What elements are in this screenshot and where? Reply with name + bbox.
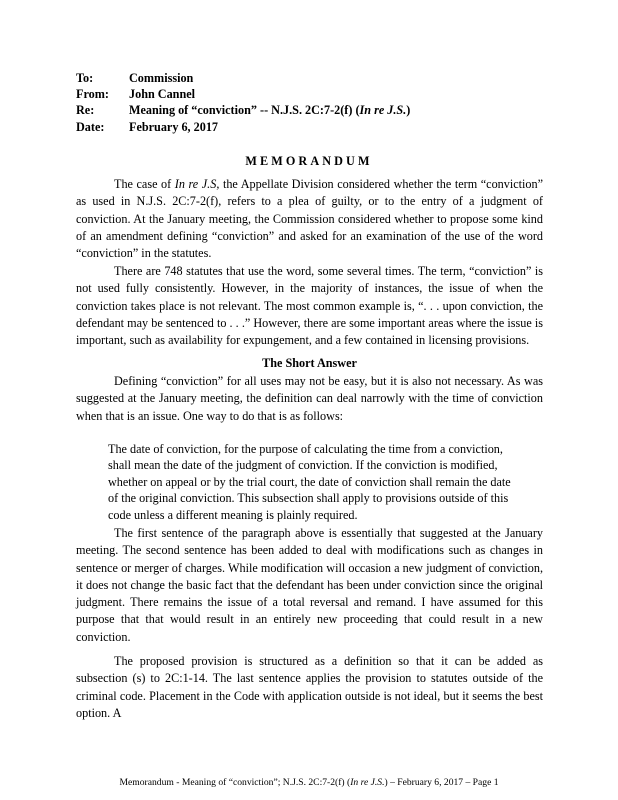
page-footer <box>0 777 618 788</box>
from-row <box>76 86 410 102</box>
from-value: John Cannel <box>129 87 196 102</box>
memo-header <box>76 70 410 135</box>
memo-title: MEMORANDUM <box>245 154 373 168</box>
section-heading: The Short Answer <box>262 356 357 370</box>
re-value-suffix: ) <box>406 103 411 118</box>
to-row <box>76 70 410 86</box>
paragraph-4: The first sentence of the paragraph above is essentially that suggested at the January meeting. The second sentence has been added to deal with modifications such as changes in sentence or merger of charges. While modification will occasion a new judgment of conviction, it does not change the basic fact that the defendant has been under conviction since the original judgment. There remains the issue of a total reversal and remand. I have assumed for this purpose that that would result in an entirely new proceeding that could result in a new conviction. <box>76 526 543 644</box>
footer-suffix: ) – February 6, 2017 – Page 1 <box>384 777 499 788</box>
re-value-prefix: Meaning of “conviction” -- N.J.S. 2C:7-2(f) ( <box>129 103 360 118</box>
footer-italic: In re J.S. <box>350 777 385 788</box>
paragraph-2: There are 748 statutes that use the word, some several times. The term, “conviction” is not used fully consistently. However, in the majority of instances, the issue of when the conviction takes place is not relevant. The most common example is, “. . . upon conviction, the defendant may be sentenced to . . .” However, there are some important areas where the issue is important, such as availability for expungement, and a few contained in licensing provisions. <box>76 264 543 348</box>
date-value: February 6, 2017 <box>129 119 219 134</box>
to-label: To: <box>76 71 94 85</box>
footer-prefix: Memorandum - Meaning of “conviction”; N.J.S. 2C:7-2(f) ( <box>119 777 351 788</box>
re-value-italic: In re J.S. <box>359 103 407 118</box>
date-label: Date: <box>76 119 105 134</box>
p1-case-name: In re J.S, <box>174 177 220 191</box>
date-row <box>76 119 410 135</box>
from-label: From: <box>76 87 109 102</box>
re-label: Re: <box>76 103 95 118</box>
re-row <box>76 102 410 118</box>
to-value: Commission <box>129 71 194 85</box>
block-quote: The date of conviction, for the purpose of calculating the time from a conviction, shall mean the date of the judgment of conviction. If the conviction is modified, whether on appeal or by the trial court, the date of conviction shall remain the date of the original conviction. This subsection shall apply to provisions outside of this code unless a different meaning is plainly required. <box>108 442 511 522</box>
p1-text-a: The case of <box>114 177 175 191</box>
p1-text-b: the Appellate Division considered whether the term “conviction” as used in N.J.S. 2C:7-2(f), refers to a plea of guilty, or to the entry of a judgment of conviction. At the January meeting, the Commission considered whether to propose some kind of an amendment defining “conviction” and asked for an examination of the use of the word “conviction” in the statutes. <box>76 177 544 261</box>
paragraph-3: Defining “conviction” for all uses may not be easy, but it is also not necessary. As was suggested at the January meeting, the definition can deal narrowly with the time of conviction when that is an issue. One way to do that is as follows: <box>76 374 543 423</box>
paragraph-1 <box>76 176 543 262</box>
re-value <box>129 102 410 118</box>
paragraph-5: The proposed provision is structured as a definition so that it can be added as subsection (s) to 2C:1-14. The last sentence applies the provision to statutes outside of the criminal code. Placement in the Code with application outside is not ideal, but it seems the best option. A <box>76 654 543 720</box>
